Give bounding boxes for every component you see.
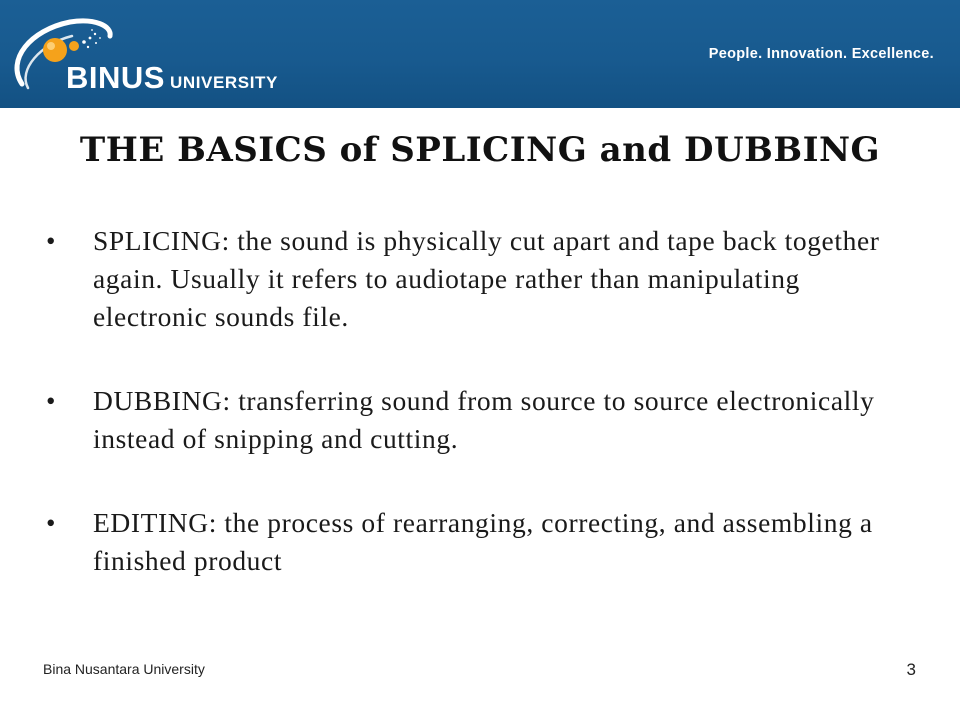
logo-binus-text: BINUS	[66, 60, 165, 95]
bullet-dot-icon: •	[46, 386, 57, 416]
bullet-item-editing	[44, 504, 904, 580]
bullet-text: SPLICING: the sound is physically cut apart and tape back together again. Usually it refers to audiotape rather than manipulating electronic sounds file.	[93, 225, 880, 332]
header-banner	[0, 0, 960, 108]
bullet-dot-icon: •	[46, 508, 57, 538]
bullet-list	[44, 222, 904, 580]
slide-title: THE BASICS of SPLICING and DUBBING	[79, 130, 881, 170]
bullet-item-splicing	[44, 222, 904, 336]
logo-wordmark	[66, 60, 278, 94]
page-number: 3	[906, 660, 916, 679]
bullet-text: DUBBING: transferring sound from source to source electronically instead of snipping and cutting.	[93, 385, 875, 454]
footer-organization: Bina Nusantara University	[43, 661, 205, 677]
tagline: People. Innovation. Excellence.	[708, 46, 934, 62]
bullet-dot-icon: •	[46, 226, 57, 256]
logo-university-text: UNIVERSITY	[169, 73, 278, 92]
bullet-text: EDITING: the process of rearranging, correcting, and assembling a finished product	[93, 507, 873, 576]
bullet-item-dubbing	[44, 382, 904, 458]
